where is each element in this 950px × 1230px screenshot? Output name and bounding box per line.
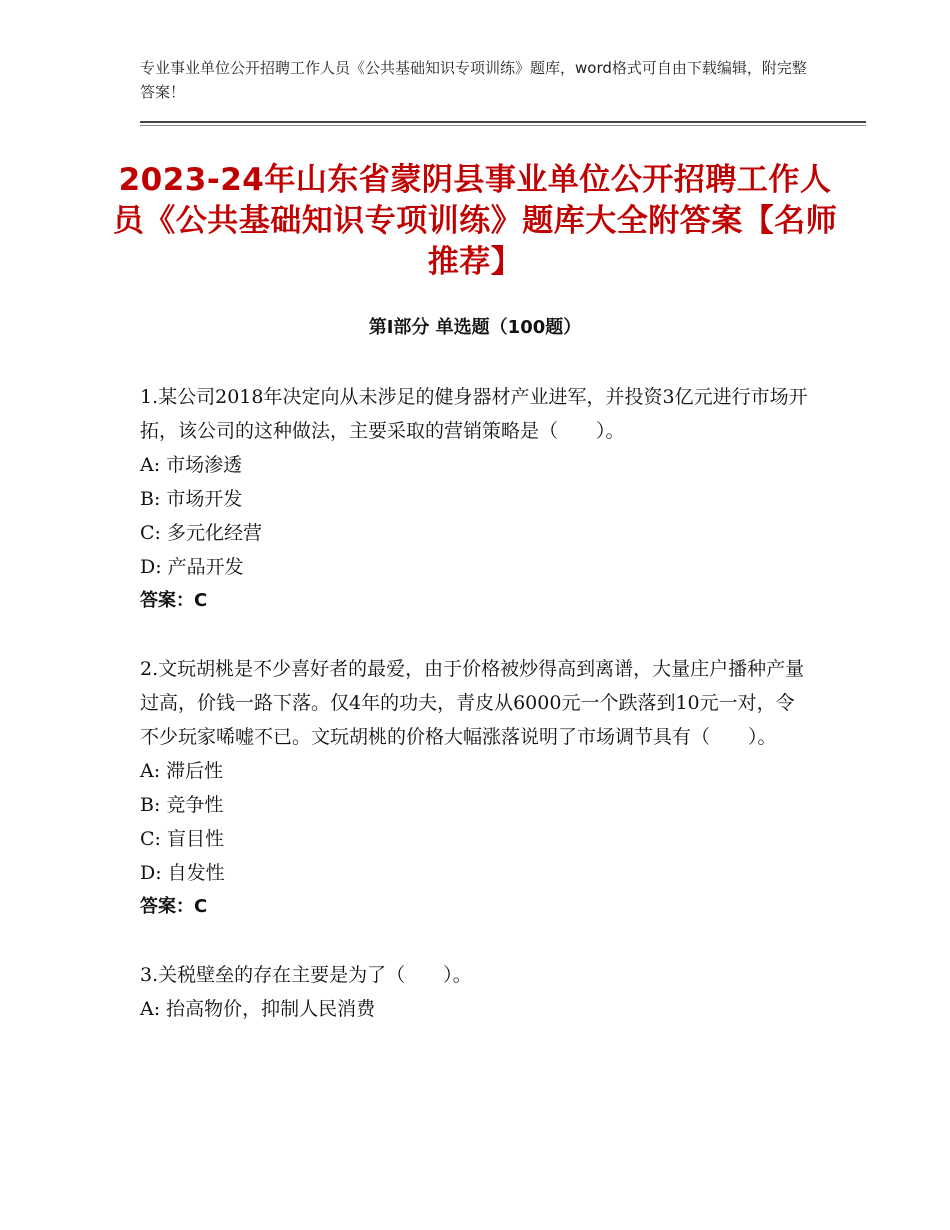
option-d: D: 自发性: [140, 862, 225, 884]
answer: 答案：C: [140, 896, 208, 917]
answer: 答案：C: [140, 590, 208, 611]
header-note: 专业事业单位公开招聘工作人员《公共基础知识专项训练》题库，word格式可自由下载编辑，附完整答案！: [140, 59, 807, 101]
option-d: D: 产品开发: [140, 556, 244, 578]
document-title: 2023-24年山东省蒙阴县事业单位公开招聘工作人员《公共基础知识专项训练》题库大全附答案【名师推荐】: [112, 162, 838, 280]
option-c: C: 盲目性: [140, 828, 224, 850]
option-a: A: 滞后性: [140, 760, 224, 782]
question-stem: 3.关税壁垒的存在主要是为了（ ）。: [140, 964, 472, 986]
question-stem: 2.文玩胡桃是不少喜好者的最爱，由于价格被炒得高到离谱，大量庄户播种产量过高，价钱一路下落。仅4年的功夫，青皮从6000元一个跌落到10元一对，令不少玩家唏嘘不已。文玩胡桃的价格大幅涨落说明了市场调节具有（ ）。: [140, 658, 805, 748]
question-stem: 1.某公司2018年决定向从未涉足的健身器材产业进军，并投资3亿元进行市场开拓，该公司的这种做法，主要采取的营销策略是（ ）。: [140, 386, 808, 442]
section-title: 第Ⅰ部分 单选题（100题）: [368, 317, 582, 338]
option-a: A: 市场渗透: [140, 454, 243, 476]
question-list: [140, 380, 810, 1060]
header-divider-thin: [140, 125, 866, 126]
header-divider-thick: [140, 121, 866, 123]
question-1: [140, 380, 810, 618]
question-2: [140, 652, 810, 924]
option-c: C: 多元化经营: [140, 522, 262, 544]
option-a: A: 抬高物价，抑制人民消费: [140, 998, 376, 1020]
option-b: B: 竞争性: [140, 794, 224, 816]
option-b: B: 市场开发: [140, 488, 243, 510]
question-3: [140, 958, 810, 1026]
